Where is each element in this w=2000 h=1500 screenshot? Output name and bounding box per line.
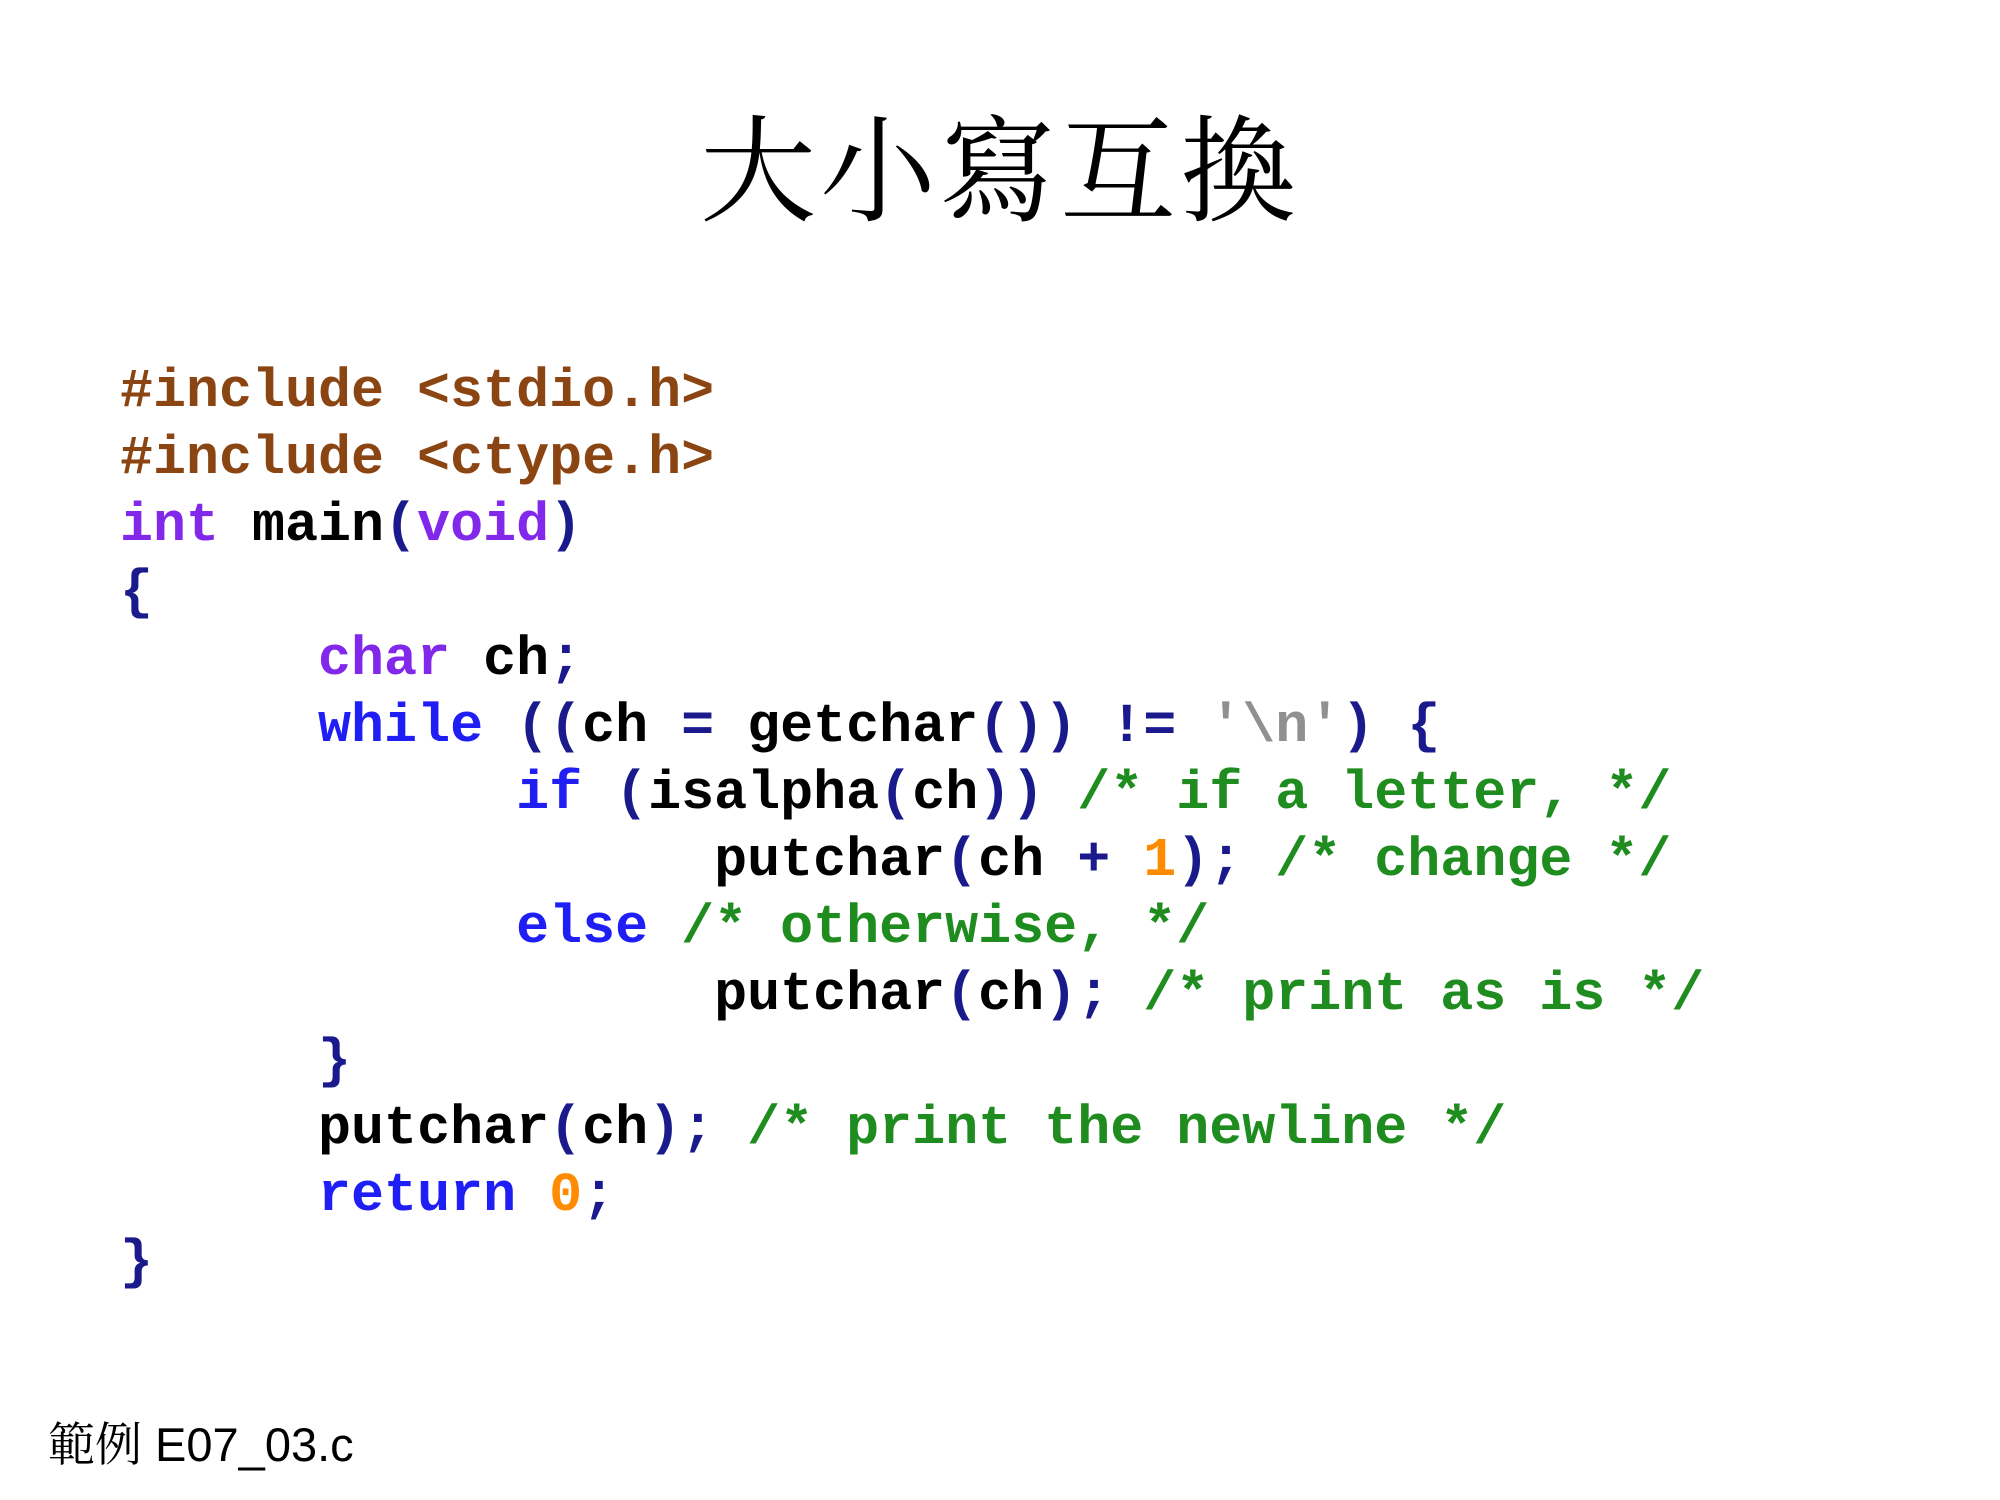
code-line [120, 492, 1704, 559]
code-token-punctuation: ( [549, 1097, 583, 1160]
code-line [120, 827, 1704, 894]
code-token-identifier [1110, 829, 1143, 892]
code-token-identifier [1110, 963, 1143, 1026]
code-token-number: 1 [1143, 829, 1177, 892]
code-token-keyword: return [318, 1164, 517, 1227]
code-token-comment: /* change */ [1275, 829, 1672, 892]
code-token-punctuation: != [1110, 695, 1177, 758]
code-token-string: '\n' [1209, 695, 1342, 758]
code-token-comment: /* otherwise, */ [681, 896, 1210, 959]
code-token-keyword: else [516, 896, 649, 959]
code-line [120, 1229, 1704, 1296]
code-token-type: int [120, 494, 220, 557]
code-token-keyword: if [516, 762, 583, 825]
code-token-punctuation: ; [549, 628, 583, 691]
code-token-preprocessor: #include <stdio.h> [120, 360, 715, 423]
code-token-comment: /* print the newline */ [747, 1097, 1507, 1160]
code-token-punctuation: ; [582, 1164, 616, 1227]
code-token-punctuation: = [681, 695, 715, 758]
code-token-identifier [714, 1097, 747, 1160]
code-token-punctuation: ( [384, 494, 418, 557]
code-token-identifier: putchar [318, 1097, 550, 1160]
code-token-punctuation: ( [945, 829, 979, 892]
code-token-punctuation: ( [879, 762, 913, 825]
code-indent [120, 1030, 318, 1093]
code-indent [120, 1164, 318, 1227]
code-token-comment: /* print as is */ [1143, 963, 1705, 1026]
code-token-identifier: main [219, 494, 385, 557]
code-token-punctuation: (( [516, 695, 583, 758]
code-token-punctuation: )) [978, 762, 1045, 825]
code-line [120, 626, 1704, 693]
code-token-identifier: putchar [714, 829, 946, 892]
code-token-identifier: isalpha [648, 762, 880, 825]
code-token-punctuation: ) [1341, 695, 1375, 758]
code-token-comment: /* if a letter, */ [1077, 762, 1672, 825]
code-line [120, 1162, 1704, 1229]
code-token-identifier [483, 695, 516, 758]
code-token-type: char [318, 628, 451, 691]
code-indent [120, 695, 318, 758]
code-token-punctuation: ( [615, 762, 649, 825]
code-line [120, 1028, 1704, 1095]
code-token-identifier: ch [582, 1097, 649, 1160]
code-token-punctuation: { [1407, 695, 1441, 758]
code-indent [120, 829, 714, 892]
code-token-identifier: ch [978, 963, 1045, 1026]
code-token-identifier [1044, 762, 1077, 825]
slide-footer: 範例 E07_03.c [48, 1418, 354, 1471]
code-token-identifier [1176, 695, 1209, 758]
code-token-punctuation: } [318, 1030, 352, 1093]
code-token-punctuation: ()) [978, 695, 1078, 758]
code-line [120, 425, 1704, 492]
code-line [120, 961, 1704, 1028]
code-line [120, 358, 1704, 425]
code-token-identifier: getchar [714, 695, 979, 758]
code-token-identifier [648, 896, 681, 959]
code-token-punctuation: ( [945, 963, 979, 1026]
code-line [120, 693, 1704, 760]
code-indent [120, 762, 516, 825]
code-line [120, 894, 1704, 961]
code-token-identifier [582, 762, 615, 825]
code-token-identifier: ch [450, 628, 550, 691]
code-token-identifier: ch [912, 762, 979, 825]
slide-title: 大小寫互換 [700, 107, 1300, 237]
code-token-keyword: while [318, 695, 484, 758]
code-line [120, 1095, 1704, 1162]
code-token-identifier [1374, 695, 1407, 758]
code-token-identifier: ch [582, 695, 682, 758]
code-token-punctuation: ); [1044, 963, 1111, 1026]
code-token-identifier: ch [978, 829, 1078, 892]
code-line [120, 559, 1704, 626]
code-token-punctuation: } [120, 1231, 154, 1294]
code-token-punctuation: + [1077, 829, 1111, 892]
code-indent [120, 896, 516, 959]
code-token-identifier [1242, 829, 1275, 892]
code-line [120, 760, 1704, 827]
code-token-punctuation: ); [648, 1097, 715, 1160]
code-token-type: void [417, 494, 550, 557]
code-token-punctuation: ); [1176, 829, 1243, 892]
code-block [120, 358, 1704, 1296]
code-indent [120, 1097, 318, 1160]
code-token-identifier: putchar [714, 963, 946, 1026]
code-indent [120, 628, 318, 691]
code-token-preprocessor: #include <ctype.h> [120, 427, 715, 490]
code-indent [120, 963, 714, 1026]
code-token-punctuation: ) [549, 494, 583, 557]
code-token-identifier [516, 1164, 549, 1227]
code-token-punctuation: { [120, 561, 154, 624]
code-token-number: 0 [549, 1164, 583, 1227]
code-token-identifier [1077, 695, 1110, 758]
